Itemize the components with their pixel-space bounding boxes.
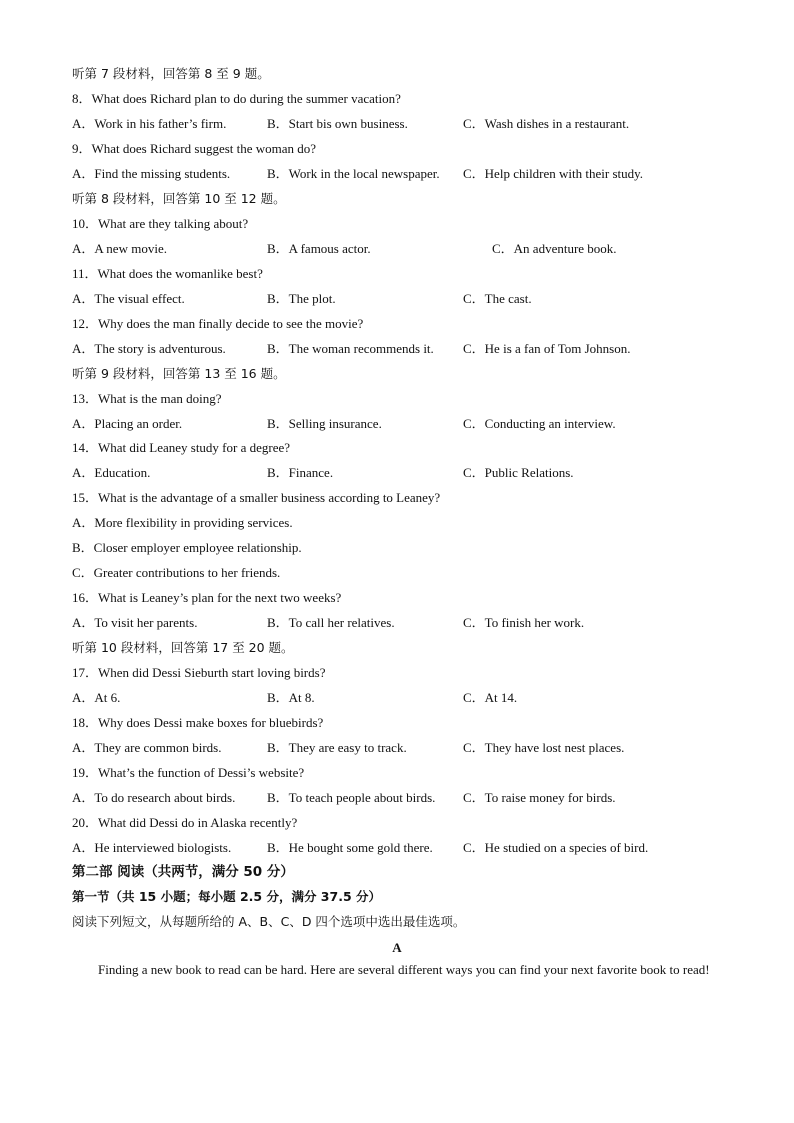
question-20-option-c: C．He studied on a species of bird.	[463, 840, 649, 855]
question-14-option-c: C．Public Relations.	[463, 465, 574, 480]
question-15-option-a: A．More flexibility in providing services.	[72, 515, 293, 530]
question-11-stem: 11．What does the womanlike best?	[72, 266, 263, 281]
question-16-option-b: B．To call her relatives.	[267, 615, 395, 630]
question-19-option-a: A．To do research about birds.	[72, 790, 236, 805]
question-19-option-c: C．To raise money for birds.	[463, 790, 616, 805]
question-18-stem: 18．Why does Dessi make boxes for bluebirds?	[72, 715, 324, 730]
question-9-option-b: B．Work in the local newspaper.	[267, 166, 440, 181]
question-8-stem: 8．What does Richard plan to do during the summer vacation?	[72, 91, 401, 106]
question-11-option-b: B．The plot.	[267, 291, 336, 306]
question-13-option-c: C．Conducting an interview.	[463, 416, 616, 431]
question-16-option-a: A．To visit her parents.	[72, 615, 198, 630]
question-14-option-a: A．Education.	[72, 465, 151, 480]
question-15-option-c: C．Greater contributions to her friends.	[72, 565, 281, 580]
question-18-option-c: C．They have lost nest places.	[463, 740, 625, 755]
passage-paragraph: Finding a new book to read can be hard. Here are several different ways you can find your next favorite book to read!	[98, 962, 710, 977]
question-12-option-b: B．The woman recommends it.	[267, 341, 434, 356]
question-17-option-c: C．At 14.	[463, 690, 518, 705]
question-8-option-b: B．Start bis own business.	[267, 116, 408, 131]
question-8-option-a: A．Work in his father’s firm.	[72, 116, 227, 131]
part-two-heading: 第二部 阅读（共两节，满分 50 分）	[72, 864, 294, 880]
reading-instruction: 阅读下列短文，从每题所给的 A、B、C、D 四个选项中选出最佳选项。	[72, 914, 466, 929]
question-15-option-b: B．Closer employer employee relationship.	[72, 540, 302, 555]
question-17-stem: 17．When did Dessi Sieburth start loving birds?	[72, 665, 326, 680]
section-one-heading: 第一节（共 15 小题；每小题 2.5 分，满分 37.5 分）	[72, 889, 381, 904]
question-14-option-b: B．Finance.	[267, 465, 334, 480]
question-15-stem: 15．What is the advantage of a smaller business according to Leaney?	[72, 490, 441, 505]
question-10-option-c: C．An adventure book.	[492, 241, 617, 256]
question-13-option-b: B．Selling insurance.	[267, 416, 382, 431]
passage-letter: A	[392, 940, 402, 955]
question-9-option-a: A．Find the missing students.	[72, 166, 231, 181]
question-10-option-b: B．A famous actor.	[267, 241, 371, 256]
section-intro-7: 听第 7 段材料，回答第 8 至 9 题。	[72, 66, 270, 81]
section-intro-9: 听第 9 段材料，回答第 13 至 16 题。	[72, 366, 286, 381]
question-17-option-a: A．At 6.	[72, 690, 121, 705]
question-10-stem: 10．What are they talking about?	[72, 216, 249, 231]
question-12-option-c: C．He is a fan of Tom Johnson.	[463, 341, 631, 356]
question-19-stem: 19．What’s the function of Dessi’s website?	[72, 765, 305, 780]
question-14-stem: 14．What did Leaney study for a degree?	[72, 440, 291, 455]
question-9-option-c: C．Help children with their study.	[463, 166, 644, 181]
question-13-stem: 13．What is the man doing?	[72, 391, 222, 406]
question-16-stem: 16．What is Leaney’s plan for the next two weeks?	[72, 590, 342, 605]
section-intro-8: 听第 8 段材料，回答第 10 至 12 题。	[72, 191, 286, 206]
question-20-option-b: B．He bought some gold there.	[267, 840, 433, 855]
question-12-stem: 12．Why does the man finally decide to see the movie?	[72, 316, 364, 331]
question-17-option-b: B．At 8.	[267, 690, 315, 705]
question-18-option-a: A．They are common birds.	[72, 740, 222, 755]
question-20-stem: 20．What did Dessi do in Alaska recently?	[72, 815, 298, 830]
question-13-option-a: A．Placing an order.	[72, 416, 183, 431]
question-11-option-a: A．The visual effect.	[72, 291, 185, 306]
question-10-option-a: A．A new movie.	[72, 241, 167, 256]
question-11-option-c: C．The cast.	[463, 291, 532, 306]
question-9-stem: 9．What does Richard suggest the woman do?	[72, 141, 317, 156]
question-19-option-b: B．To teach people about birds.	[267, 790, 436, 805]
question-12-option-a: A．The story is adventurous.	[72, 341, 226, 356]
question-16-option-c: C．To finish her work.	[463, 615, 585, 630]
question-18-option-b: B．They are easy to track.	[267, 740, 407, 755]
question-8-option-c: C．Wash dishes in a restaurant.	[463, 116, 630, 131]
question-20-option-a: A．He interviewed biologists.	[72, 840, 232, 855]
section-intro-10: 听第 10 段材料，回答第 17 至 20 题。	[72, 640, 294, 655]
